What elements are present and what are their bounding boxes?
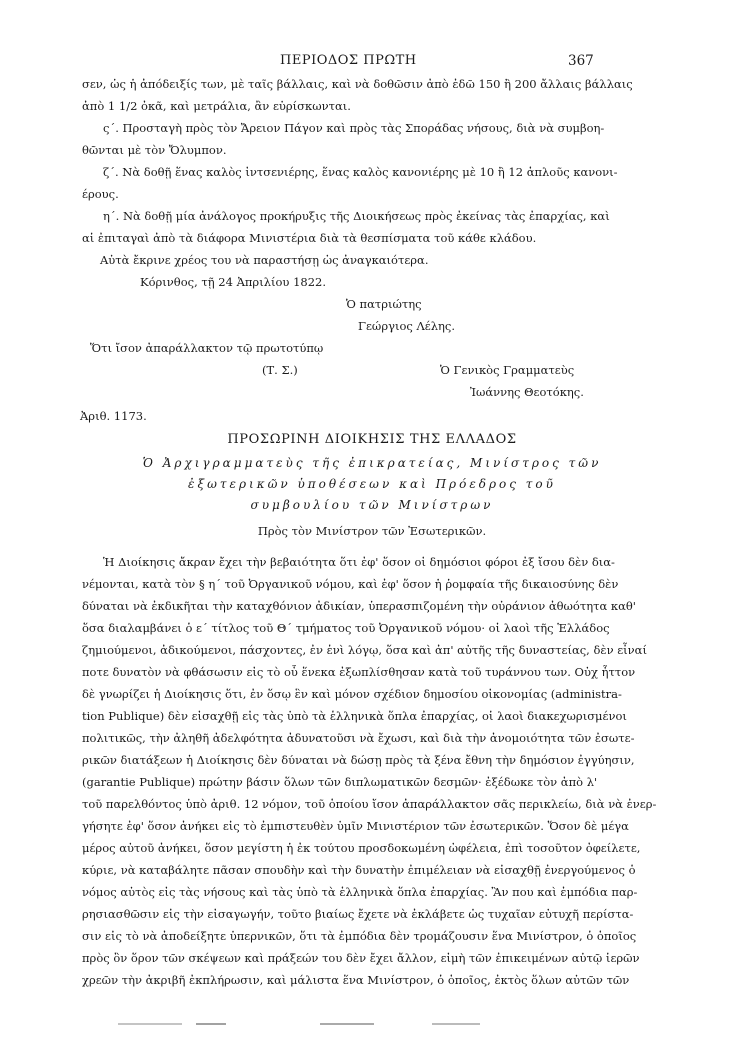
body-line: πρὸς ὂν ὅρον τῶν σκέψεων καὶ πράξεών του δὲν ἔχει ἄλλον, εἰμὴ τῶν ἐπικειμένων αὐτῷ ἱερῶν bbox=[82, 951, 640, 965]
body-line: ὅσα διαλαμβάνει ὁ ε΄ τίτλος τοῦ Θ΄ τμήματος τοῦ Ὀργανικοῦ νόμου· οἱ λαοὶ τῆς Ἑλλάδος bbox=[82, 621, 610, 635]
body-line: δύναται νὰ ἐκδικῆται τὴν καταχθόνιον ἀδικίαν, ὑπερασπιζομένη τὴν οὐράνιον ἀθωότητα καθ' bbox=[82, 599, 636, 613]
body-line: τοῦ παρελθόντος ὑπὸ ἀριθ. 12 νόμον, τοῦ ὁποίου ἴσον ἀπαράλλακτον σᾶς περικλείω, διὰ νὰ ἐνερ- bbox=[82, 797, 657, 811]
recipient-line: Πρὸς τὸν Μινίστρον τῶν Ἐσωτερικῶν. bbox=[257, 524, 487, 538]
body-line: tion Publique) δὲν εἰσαχθῇ εἰς τὰς ὑπὸ τὰ ἑλληνικὰ ὅπλα ἐπαρχίας, οἱ λαοὶ διακεχωρισμένοι bbox=[82, 709, 627, 723]
running-head bbox=[0, 53, 744, 73]
subtitle-line: ἐξωτερικῶν ὑποθέσεων καὶ Πρόεδρος τοῦ bbox=[188, 477, 556, 491]
scan-artifact-line bbox=[118, 1023, 182, 1025]
scan-artifact-line bbox=[320, 1023, 374, 1025]
page-number: 367 bbox=[568, 53, 594, 69]
text-line: σεν, ὡς ἡ ἀπόδειξίς των, μὲ ταῖς βάλλαις, καὶ νὰ δοθῶσιν ἀπὸ ἐδῶ 150 ἢ 200 ἄλλαις βάλλαις bbox=[82, 77, 633, 91]
scan-artifact-line bbox=[432, 1023, 480, 1025]
text-line: ς΄. Προσταγὴ πρὸς τὸν Ἄρειον Πάγον καὶ πρὸς τὰς Σποράδας νήσους, διὰ νὰ συμβοη- bbox=[103, 121, 605, 135]
subtitle-line: συμβουλίου τῶν Μινίστρων bbox=[250, 498, 494, 512]
body-line: νέμονται, κατὰ τὸν § η΄ τοῦ Ὀργανικοῦ νόμου, καὶ ἐφ' ὅσον ἡ ῥομφαία τῆς δικαιοσύνης δὲν bbox=[82, 577, 619, 591]
text-line: Αὐτὰ ἔκρινε χρέος του νὰ παραστήσῃ ὡς ἀναγκαιότερα. bbox=[100, 253, 429, 267]
seal-mark: (Τ. Σ.) bbox=[262, 363, 298, 377]
secretary-title: Ὁ Γενικὸς Γραμματεὺς bbox=[440, 363, 575, 377]
document-number: Ἀριθ. 1173. bbox=[80, 409, 147, 423]
body-line: πολιτικῶς, τὴν ἀληθῆ ἀδελφότητα ἀδυνατοῦσι νὰ ἔχωσι, καὶ διὰ τὴν ἀνομοιότητα τῶν ἐσωτε- bbox=[82, 731, 635, 745]
body-line: κύριε, νὰ καταβάλητε πᾶσαν σπουδὴν καὶ τὴν δυνατὴν ἐπιμέλειαν νὰ εἰσαχθῇ ἐνεργούμενος ὁ bbox=[82, 863, 636, 877]
body-line: ρησιασθῶσιν εἰς τὴν εἰσαγωγήν, τοῦτο βιαίως ἔχετε νὰ ἐκλάβετε ὡς τυχαῖαν εὐτυχῆ περίστα- bbox=[82, 907, 634, 921]
body-line: μέρος αὐτοῦ ἀνήκει, ὅσον μεγίστη ἡ ἐκ τούτου προσδοκωμένη ὠφέλεια, ἐπὶ τοσοῦτον ὀφείλετε, bbox=[82, 841, 641, 855]
body-line: (garantie Publique) πρώτην βάσιν ὅλων τῶν διπλωματικῶν δεσμῶν· ἐξέδωκε τὸν ἀπὸ λ' bbox=[82, 775, 598, 789]
scan-artifact-line bbox=[196, 1023, 226, 1025]
body-line: χρεῶν τὴν ἀκριβῆ ἐκπλήρωσιν, καὶ μάλιστα ἕνα Μινίστρον, ὁ ὁποῖος, ἐκτὸς ὅλων αὐτῶν τῶν bbox=[82, 973, 630, 987]
body-line: ζημιούμενοι, ἀδικούμενοι, πάσχοντες, ἐν ἑνὶ λόγῳ, ὅσα καὶ ἀπ' αὐτῆς τῆς δυναστείας, δὲν εἶναί bbox=[82, 643, 647, 657]
running-title: ΠΕΡΙΟΔΟΣ ΠΡΩΤΗ bbox=[280, 53, 417, 68]
body-line: σιν εἰς τὸ νὰ ἀποδείξητε ὑπερνικῶν, ὅτι τὰ ἐμπόδια δὲν τρομάζουσιν ἕνα Μινίστρον, ὁ ὁποῖος bbox=[82, 929, 637, 943]
signoff: Ὁ πατριώτης bbox=[346, 297, 422, 311]
text-line: θῶνται μὲ τὸν Ὄλυμπον. bbox=[82, 143, 227, 157]
body-line: γήσητε ἐφ' ὅσον ἀνήκει εἰς τὸ ἐμπιστευθὲν ὑμῖν Μινιστέριον τῶν ἐσωτερικῶν. Ὅσον δὲ μέγα bbox=[82, 819, 629, 833]
body-line: νόμος αὐτὸς εἰς τὰς νήσους καὶ τὰς ὑπὸ τὰ ἑλληνικὰ ὅπλα ἐπαρχίας. Ἂν που καὶ ἐμπόδια παρ- bbox=[82, 885, 638, 899]
text-line: ἀπὸ 1 1/2 ὀκᾶ, καὶ μετράλια, ἂν εὑρίσκωνται. bbox=[82, 99, 351, 113]
body-line: δὲ γνωρίζει ἡ Διοίκησις ὅτι, ἐν ὅσῳ ἓν καὶ μόνον σχέδιον δημοσίου οἰκονομίας (administra- bbox=[82, 687, 622, 701]
certification-note: Ὅτι ἴσον ἀπαράλλακτον τῷ πρωτοτύπῳ bbox=[90, 341, 324, 355]
body-line: ποτε δυνατὸν νὰ φθάσωσιν εἰς τὸ οὗ ἕνεκα ἐξωπλίσθησαν κατὰ τοῦ τυράννου των. Οὐχ ἧττον bbox=[82, 665, 636, 679]
text-line: έρους. bbox=[82, 187, 119, 201]
body-line: ρικῶν διατάξεων ἡ Διοίκησις δὲν δύναται νὰ δώσῃ πρὸς τὰ ξένα ἔθνη τὴν δημόσιον ἐγγύησιν, bbox=[82, 753, 635, 767]
text-line: αἱ ἐπιταγαὶ ἀπὸ τὰ διάφορα Μινιστέρια διὰ τὰ θεσπίσματα τοῦ κάθε κλάδου. bbox=[82, 231, 537, 245]
document-title: ΠΡΟΣΩΡΙΝΗ ΔΙΟΙΚΗΣΙΣ ΤΗΣ ΕΛΛΑΔΟΣ bbox=[227, 432, 517, 447]
signatory: Γεώργιος Λέλης. bbox=[358, 319, 456, 333]
text-line: η΄. Νὰ δοθῇ μία ἀνάλογος προκήρυξις τῆς Διοικήσεως πρὸς ἐκείνας τὰς ἐπαρχίας, καὶ bbox=[103, 209, 610, 223]
body-line: Ἡ Διοίκησις ἄκραν ἔχει τὴν βεβαιότητα ὅτι ἐφ' ὅσον οἱ δημόσιοι φόροι ἐξ ἴσου δὲν δια- bbox=[103, 555, 615, 569]
subtitle-line: Ὁ Ἀρχιγραμματεὺς τῆς ἐπικρατείας, Μινίστρος τῶν bbox=[142, 456, 602, 470]
text-line: ζ΄. Νὰ δοθῇ ἕνας καλὸς ἰντσενιέρης, ἕνας καλὸς κανονιέρης μὲ 10 ἢ 12 ἁπλοῦς κανονι- bbox=[103, 165, 618, 179]
place-date: Κόρινθος, τῇ 24 Ἀπριλίου 1822. bbox=[140, 275, 326, 289]
secretary-name: Ἰωάννης Θεοτόκης. bbox=[470, 385, 584, 399]
